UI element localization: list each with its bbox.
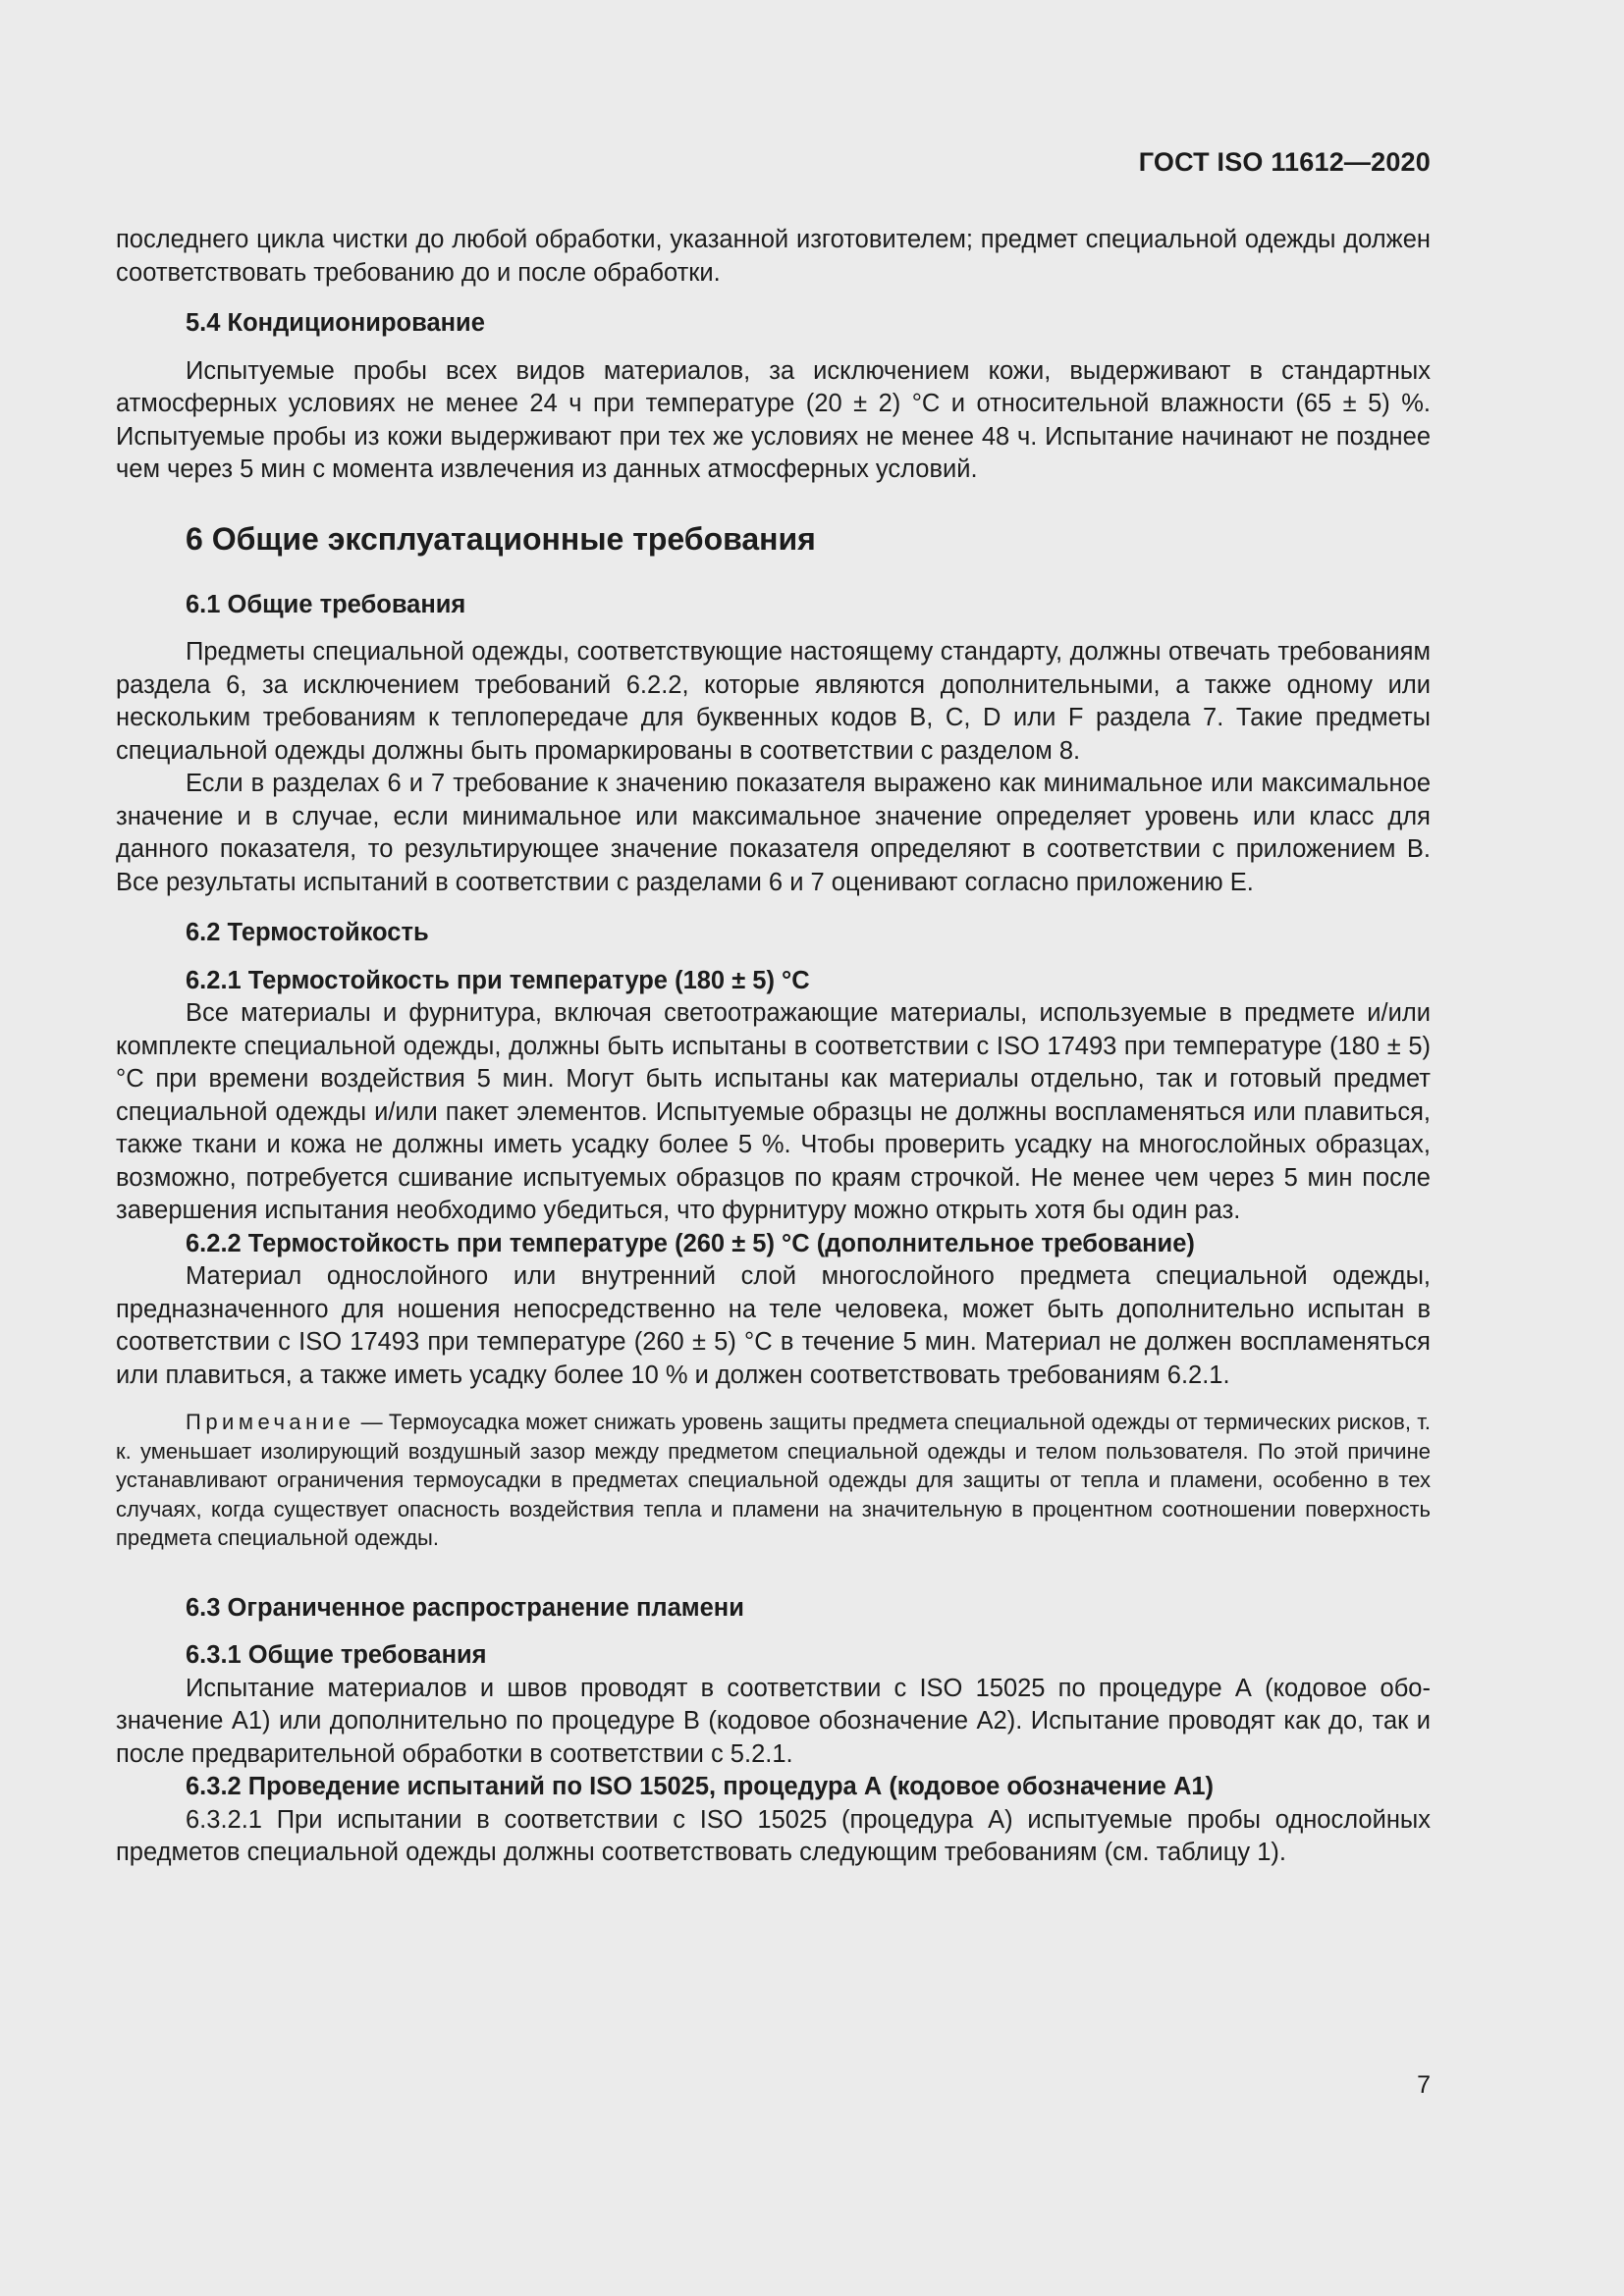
- heading-6-2-2: 6.2.2 Термостойкость при температуре (260 ± 5) °C (дополнительное требование): [186, 1229, 1195, 1257]
- paragraph-6-1-2: Если в разделах 6 и 7 требование к значению показателя выражено как минимальное или максимальное значение и в случае, если минимальное или максимальное значение определяет уровень или класс для данного показателя, то результирующее значение показателя определяют в соответствии с приложением В. Все результаты испытаний в соответствии с разделами 6 и 7 оценивают согласно приложению Е.: [116, 770, 1431, 896]
- heading-6-1: 6.1 Общие требования: [186, 590, 466, 618]
- heading-6-3-2: 6.3.2 Проведение испытаний по ISO 15025, процедура А (кодовое обозначение А1): [186, 1773, 1215, 1800]
- heading-section-6: 6 Общие эксплуатационные требования: [186, 520, 816, 557]
- page-content: [116, 224, 1431, 1870]
- paragraph-6-3-1: Испытание материалов и швов проводят в соответствии с ISO 15025 по процедуре А (кодовое обозначение А1) или дополнительно по процедуре В (кодовое обозначение А2). Испытание проводят как до, так и после предварительной обработки в соответствии с 5.2.1.: [116, 1674, 1431, 1768]
- intro-paragraph: последнего цикла чистки до любой обработки, указанной изготовителем; предмет специальной одежды должен соответствовать требованию до и после обработки.: [116, 226, 1431, 287]
- note: [116, 1408, 1431, 1553]
- note-text: — Термоусадка может снижать уровень защиты предмета специальной одежды от термических рисков, т. к. уменьшает изолирующий воздушный зазор между предметом специальной одежды и телом пользователя. По этой причине устанавливают ограничения термоусадки в предметах специальной одежды для защиты от тепла и пламени, особенно в тех случаях, когда существует опасность воздействия тепла и пламени на значительную в процентном соотношении поверхность предмета специальной одежды.: [116, 1410, 1431, 1550]
- paragraph-6-2-1: Все материалы и фурнитура, включая светоотражающие материалы, используемые в предмете и/или комплекте специальной одежды, должны быть испытаны в соответствии с ISO 17493 при температуре (180 ± 5) °C при времени воздействия 5 мин. Могут быть испытаны как материалы отдельно, так и готовый предмет специальной одежды и/или пакет элементов. Испытуемые образцы не должны воспламеняться или плавиться, также ткани и кожа не должны иметь усадку более 5 %. Чтобы проверить усадку на многослойных образцах, возможно, потребуется сшивание испытуемых образцов по краям строчкой. Не менее чем через 5 мин после завершения испытания необходимо убедиться, что фурнитуру можно открыть хотя бы один раз.: [116, 999, 1431, 1224]
- page-number: 7: [1417, 2071, 1431, 2099]
- heading-6-3: 6.3 Ограниченное распространение пламени: [186, 1593, 744, 1622]
- standard-header: ГОСТ ISO 11612—2020: [1138, 147, 1431, 177]
- heading-5-4: 5.4 Кондиционирование: [186, 309, 485, 337]
- note-label: Примечание: [186, 1410, 355, 1434]
- heading-6-2: 6.2 Термостойкость: [186, 919, 429, 946]
- paragraph-6-1-1: Предметы специальной одежды, соответствующие настоящему стандарту, должны отвечать требованиям раздела 6, за исключением требований 6.2.2, которые являются дополнительными, а также одному или нескольким требованиям к теплопередаче для буквенных кодов B, C, D или F раздела 7. Такие предметы специальной одежды должны быть промаркированы в соответствии с разделом 8.: [116, 638, 1431, 765]
- heading-6-3-1: 6.3.1 Общие требования: [186, 1641, 487, 1669]
- paragraph-6-3-2-1: 6.3.2.1 При испытании в соответствии с ISO 15025 (процедура А) испытуемые пробы однослойных предметов специальной одежды должны соответствовать следующим требованиям (см. таблицу 1).: [116, 1805, 1431, 1866]
- heading-6-2-1: 6.2.1 Термостойкость при температуре (180 ± 5) °C: [186, 966, 810, 994]
- paragraph-5-4: Испытуемые пробы всех видов материалов, за исключением кожи, выдерживают в стандартных атмосферных условиях не менее 24 ч при температуре (20 ± 2) °C и относительной влажности (65 ± 5) %. Испытуемые пробы из кожи выдерживают при тех же условиях не менее 48 ч. Испытание начинают не позднее чем через 5 мин с момента извлечения из данных атмосферных условий.: [116, 356, 1431, 483]
- paragraph-6-2-2: Материал однослойного или внутренний слой многослойного предмета специальной одежды, предназначенного для ношения непосредственно на теле человека, может быть дополнительно испытан в соответствии с ISO 17493 при температуре (260 ± 5) °C в течение 5 мин. Материал не должен воспламеняться или плавиться, а также иметь усадку более 10 % и должен соответствовать требованиям 6.2.1.: [116, 1262, 1431, 1389]
